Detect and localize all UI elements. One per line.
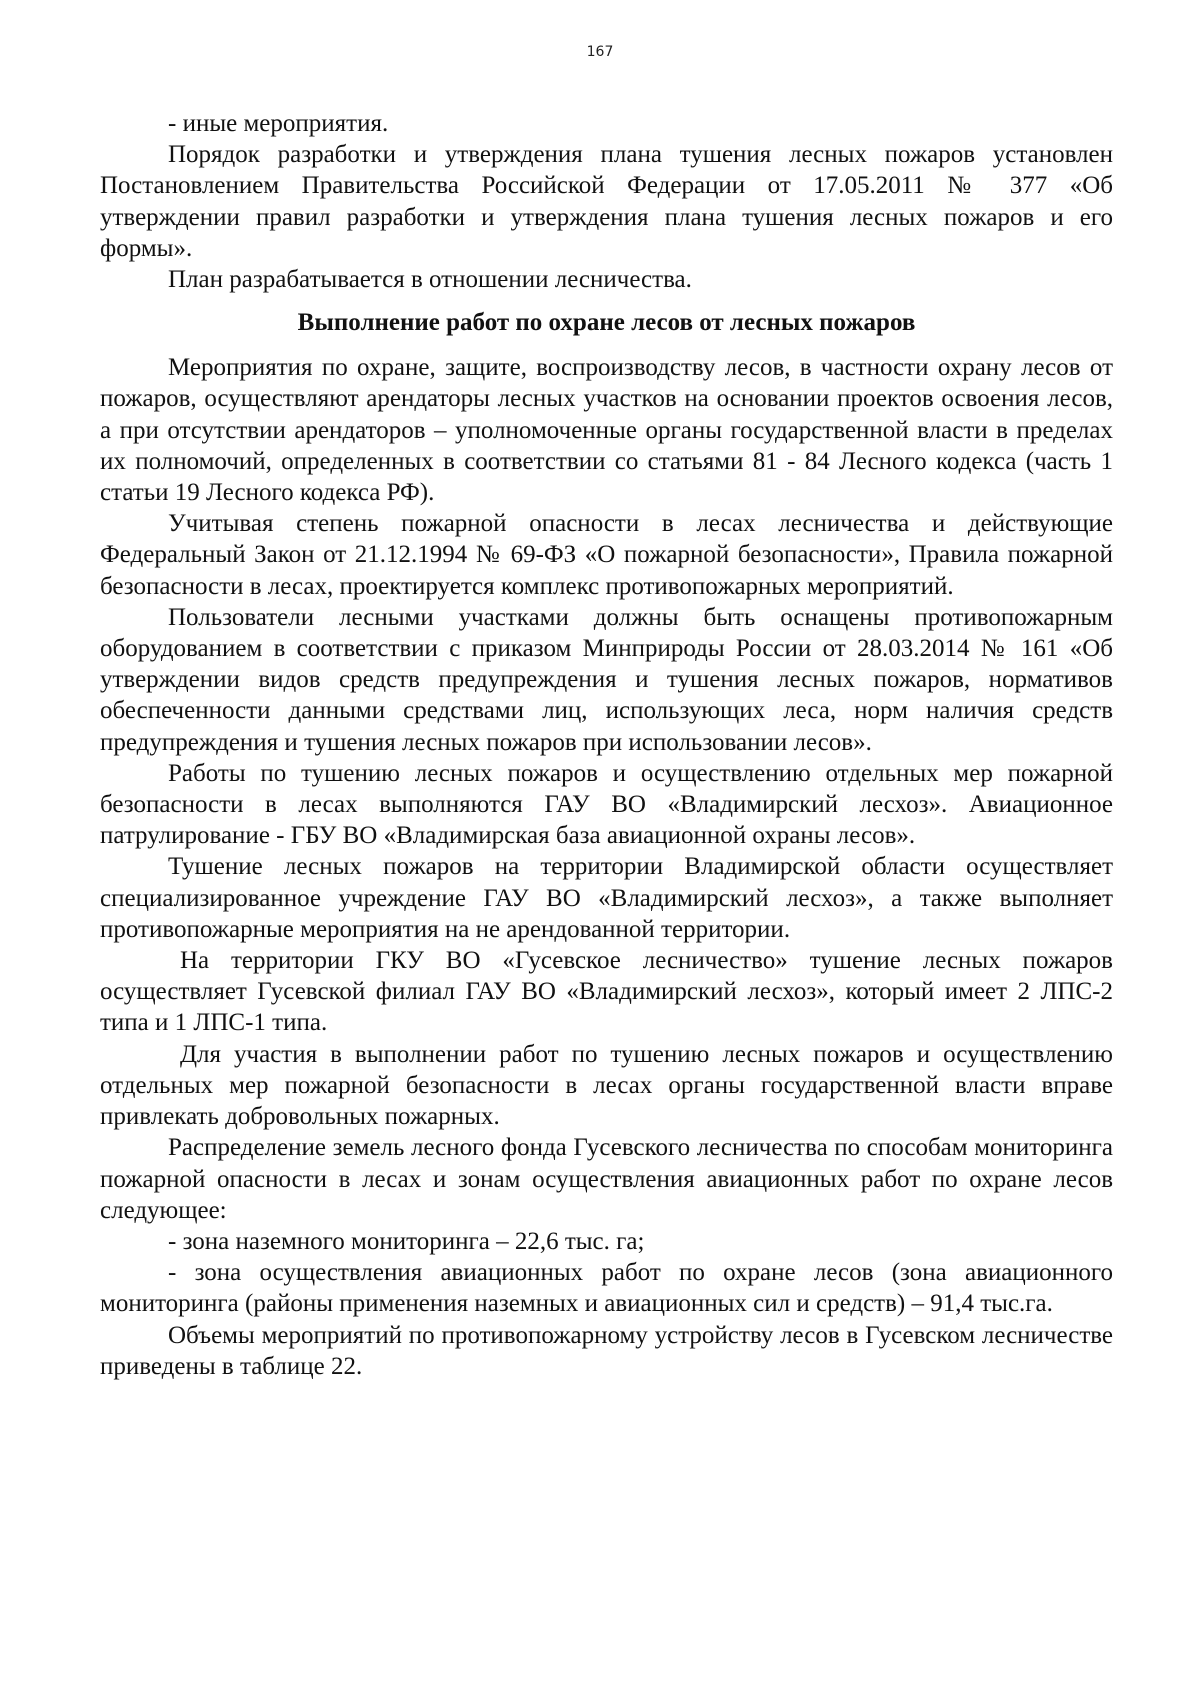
body-paragraph: Для участия в выполнении работ по тушению лесных пожаров и осуществлению отдельных мер пожарной безопасности в лесах органы государственной власти вправе привлекать добровольных пожарных.	[100, 1040, 1113, 1131]
intro-paragraph: План разрабатывается в отношении лесничества.	[168, 266, 692, 294]
body-paragraph: Пользователи лесными участками должны быть оснащены противопожарным оборудованием в соответствии с приказом Минприроды России от 28.03.2014 № 161 «Об утверждении видов средств предупреждения и тушения лесных пожаров, нормативов обеспеченности данными средствами лиц, использующих леса, норм наличия средств предупреждения и тушения лесных пожаров при использовании лесов».	[100, 603, 1113, 756]
section-heading: Выполнение работ по охране лесов от лесных пожаров	[297, 309, 916, 337]
zone-list-item: - зона наземного мониторинга – 22,6 тыс. га;	[168, 1227, 645, 1255]
intro-list-item: - иные мероприятия.	[168, 110, 389, 137]
body-paragraph: Распределение земель лесного фонда Гусевского лесничества по способам мониторинга пожарной опасности в лесах и зонам осуществления авиационных работ по охране лесов следующее:	[100, 1134, 1113, 1224]
document-body	[100, 108, 1113, 1382]
zone-list-item: - зона осуществления авиационных работ по охране лесов (зона авиационного мониторинга (районы применения наземных и авиационных сил и средств) – 91,4 тыс.га.	[100, 1259, 1113, 1318]
body-paragraph: Объемы мероприятий по противопожарному устройству лесов в Гусевском лесничестве приведены в таблице 22.	[100, 1321, 1113, 1380]
body-paragraph: Учитывая степень пожарной опасности в лесах лесничества и действующие Федеральный Закон от 21.12.1994 № 69-ФЗ «О пожарной безопасности», Правила пожарной безопасности в лесах, проектируется комплекс противопожарных мероприятий.	[100, 510, 1113, 600]
body-paragraph: На территории ГКУ ВО «Гусевское лесничество» тушение лесных пожаров осуществляет Гусевской филиал ГАУ ВО «Владимирский лесхоз», который имеет 2 ЛПС-2 типа и 1 ЛПС-1 типа.	[100, 947, 1113, 1037]
body-paragraph: Мероприятия по охране, защите, воспроизводству лесов, в частности охрану лесов от пожаров, осуществляют арендаторы лесных участков на основании проектов освоения лесов, а при отсутствии арендаторов – уполномоченные органы государственной власти в пределах их полномочий, определенных в соответствии со статьями 81 - 84 Лесного кодекса (часть 1 статьи 19 Лесного кодекса РФ).	[100, 354, 1113, 507]
page-number: 167	[586, 44, 614, 60]
body-paragraph: Работы по тушению лесных пожаров и осуществлению отдельных мер пожарной безопасности в лесах выполняются ГАУ ВО «Владимирский лесхоз». Авиационное патрулирование - ГБУ ВО «Владимирская база авиационной охраны лесов».	[100, 759, 1113, 850]
intro-paragraph: Порядок разработки и утверждения плана тушения лесных пожаров установлен Постановлением Правительства Российской Федерации от 17.05.2011 № 377 «Об утверждении правил разработки и утверждения плана тушения лесных пожаров и его формы».	[100, 141, 1113, 262]
body-paragraph: Тушение лесных пожаров на территории Владимирской области осуществляет специализированное учреждение ГАУ ВО «Владимирский лесхоз», а также выполняет противопожарные мероприятия на не арендованной территории.	[100, 853, 1113, 943]
